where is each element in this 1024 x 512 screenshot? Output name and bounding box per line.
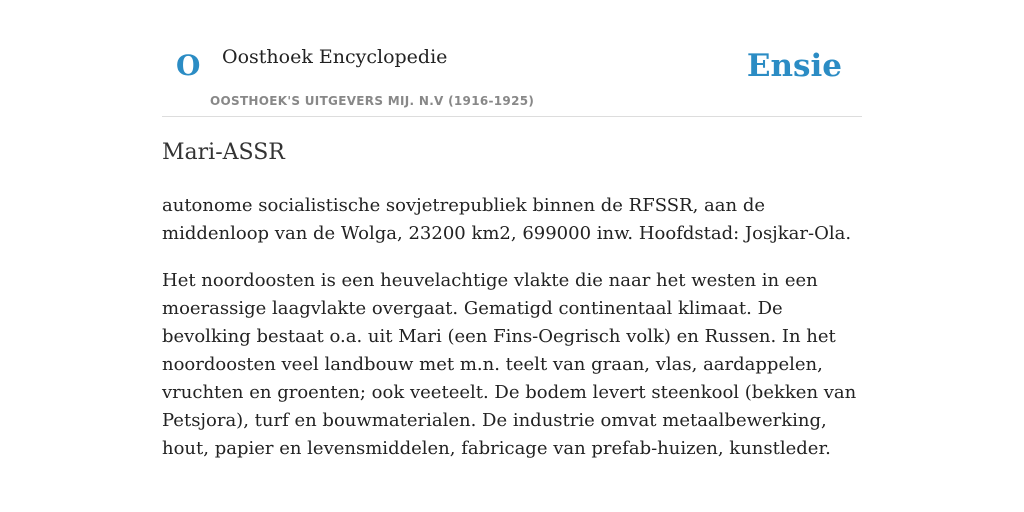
entry-paragraph-description: Het noordoosten is een heuvelachtige vlakte die naar het westen in een moerassige laagvlakte overgaat. Gematigd continentaal klimaat. De bevolking bestaat o.a. uit Mari (een Fins-Oegrisch volk) en Russen. In het noordoosten veel landbouw met m.n. teelt van graan, vlas, aardappelen, vruchten en groenten; ook veeteelt. De bodem levert steenkool (bekken van Petsjora), turf en bouwmaterialen. De industrie omvat metaalbewerking, hout, papier en levensmiddelen, fabricage van prefab-huizen, kunstleder.: [162, 270, 857, 459]
header: [162, 0, 862, 117]
encyclopedia-logo-letter: O: [176, 49, 201, 82]
publisher-line: OOSTHOEK'S UITGEVERS MIJ. N.V (1916-1925): [210, 94, 535, 108]
entry-title: Mari-ASSR: [162, 140, 285, 165]
page: [162, 0, 862, 459]
encyclopedia-title: Oosthoek Encyclopedie: [222, 46, 448, 68]
entry-paragraph-definition: autonome socialistische sovjetrepubliek binnen de RFSSR, aan de middenloop van de Wolga, 23200 km2, 699000 inw. Hoofdstad: Josjkar-Ola.: [162, 195, 852, 244]
entry-body: [162, 192, 862, 482]
ensie-home-link[interactable]: Ensie: [746, 48, 842, 84]
